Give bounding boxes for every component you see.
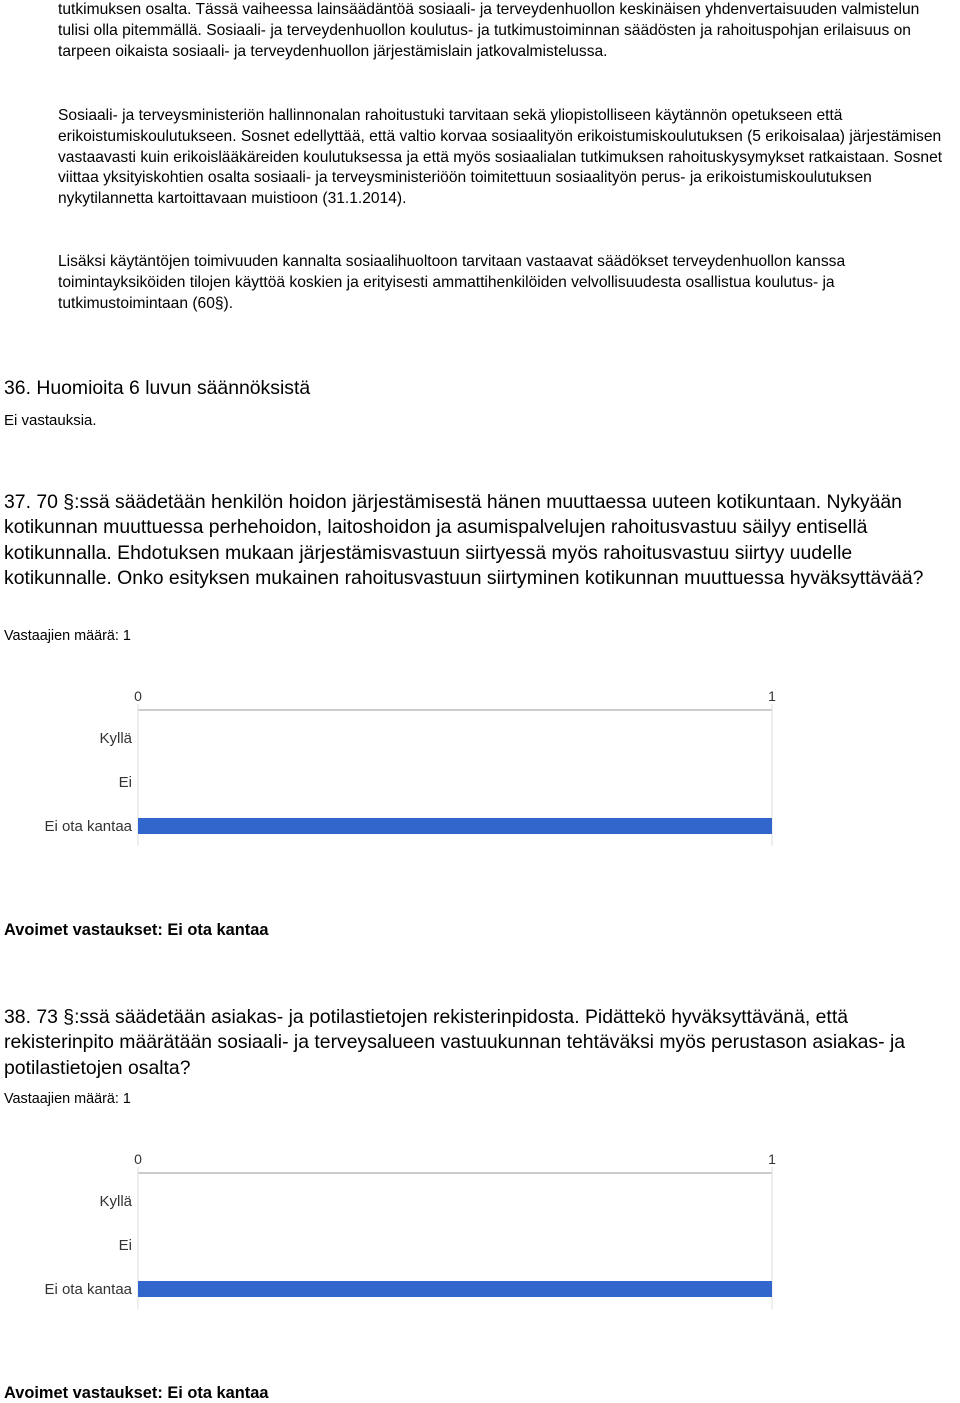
category-label: Kyllä <box>99 1193 132 1210</box>
category-label: Ei <box>118 1237 132 1254</box>
intro-paragraph-2: Sosiaali- ja terveysministeriön hallinnonalan rahoitustuki tarvitaan sekä yliopistolliseen käytännön opetukseen että erikoistumiskoulutukseen. Sosnet edellyttää, että valtio korvaa sosiaalityön erikoistumiskoulutuksen (5 erikoisalaa) järjestämisen vastaavasti kuin erikoislääkäreiden koulutuksessa ja että myös sosiaalialan tutkimuksen rahoituskysymykset ratkaistaan. Sosnet viittaa yksityiskohtien osalta sosiaali- ja terveysministeriöön toimitettuun sosiaalityön perus- ja erikoistumiskoulutuksen nykytilannetta kartoittavaan muistioon (31.1.2014). <box>58 107 943 208</box>
q37-chart <box>0 690 960 850</box>
q36-no-answers: Ei vastauksia. <box>4 412 97 429</box>
x-tick-label: 1 <box>768 690 776 704</box>
q37-chart-svg <box>0 690 960 850</box>
q37-title: 37. 70 §:ssä säädetään henkilön hoidon järjestämisestä hänen muuttaessa uuteen kotikuntaan. Nykyään kotikunnan muuttuessa perhehoidon, laitoshoidon ja asumispalvelujen rahoitusvastuu säilyy entisellä kotikunnalla. Ehdotuksen mukaan järjestämisvastuun siirtyessä myös rahoitusvastuu siirtyy uudelle kotikunnalle. Onko esityksen mukainen rahoitusvastuun siirtyminen kotikunnan muuttuessa hyväksyttävää? <box>4 491 924 590</box>
category-label: Kyllä <box>99 730 132 747</box>
category-label: Ei ota kantaa <box>44 1281 132 1298</box>
intro-paragraph-1: tutkimuksen osalta. Tässä vaiheessa lainsäädäntöä sosiaali- ja terveydenhuollon keskinäisen yhdenvertaisuuden valmistelun tulisi olla pitemmällä. Sosiaali- ja terveydenhuollon koulutus- ja tutkimustoiminnan säädösten ja rahoituspohjan erilaisuus on tarpeen oikaista sosiaali- ja terveydenhuollon järjestämislain jatkovalmistelussa. <box>58 1 920 60</box>
x-tick-label: 1 <box>768 1153 776 1167</box>
q38-chart-svg <box>0 1153 960 1313</box>
q37-respondents: Vastaajien määrä: 1 <box>4 628 131 644</box>
q38-respondents: Vastaajien määrä: 1 <box>4 1091 131 1107</box>
q38-chart <box>0 1153 960 1313</box>
q38-title: 38. 73 §:ssä säädetään asiakas- ja potilastietojen rekisterinpidosta. Pidättekö hyväksyttävänä, että rekisterinpito määrätään sosiaali- ja terveysalueen vastuukunnan tehtäväksi myös perustason asiakas- ja potilastietojen osalta? <box>4 1006 906 1079</box>
q37-open-answers: Avoimet vastaukset: Ei ota kantaa <box>4 921 269 939</box>
intro-paragraph-3: Lisäksi käytäntöjen toimivuuden kannalta sosiaalihuoltoon tarvitaan vastaavat säädökset terveydenhuollon kanssa toimintayksiköiden tilojen käyttöä koskien ja erityisesti ammattihenkilöiden velvollisuudesta osallistua koulutus- ja tutkimustoimintaan (60§). <box>58 253 846 312</box>
x-tick-label: 0 <box>134 1153 142 1167</box>
bar <box>138 818 772 834</box>
x-tick-label: 0 <box>134 690 142 704</box>
q36-title: 36. Huomioita 6 luvun säännöksistä <box>4 377 311 399</box>
bar <box>138 1281 772 1297</box>
category-label: Ei ota kantaa <box>44 818 132 835</box>
category-label: Ei <box>118 774 132 791</box>
q38-open-answers: Avoimet vastaukset: Ei ota kantaa <box>4 1384 269 1402</box>
